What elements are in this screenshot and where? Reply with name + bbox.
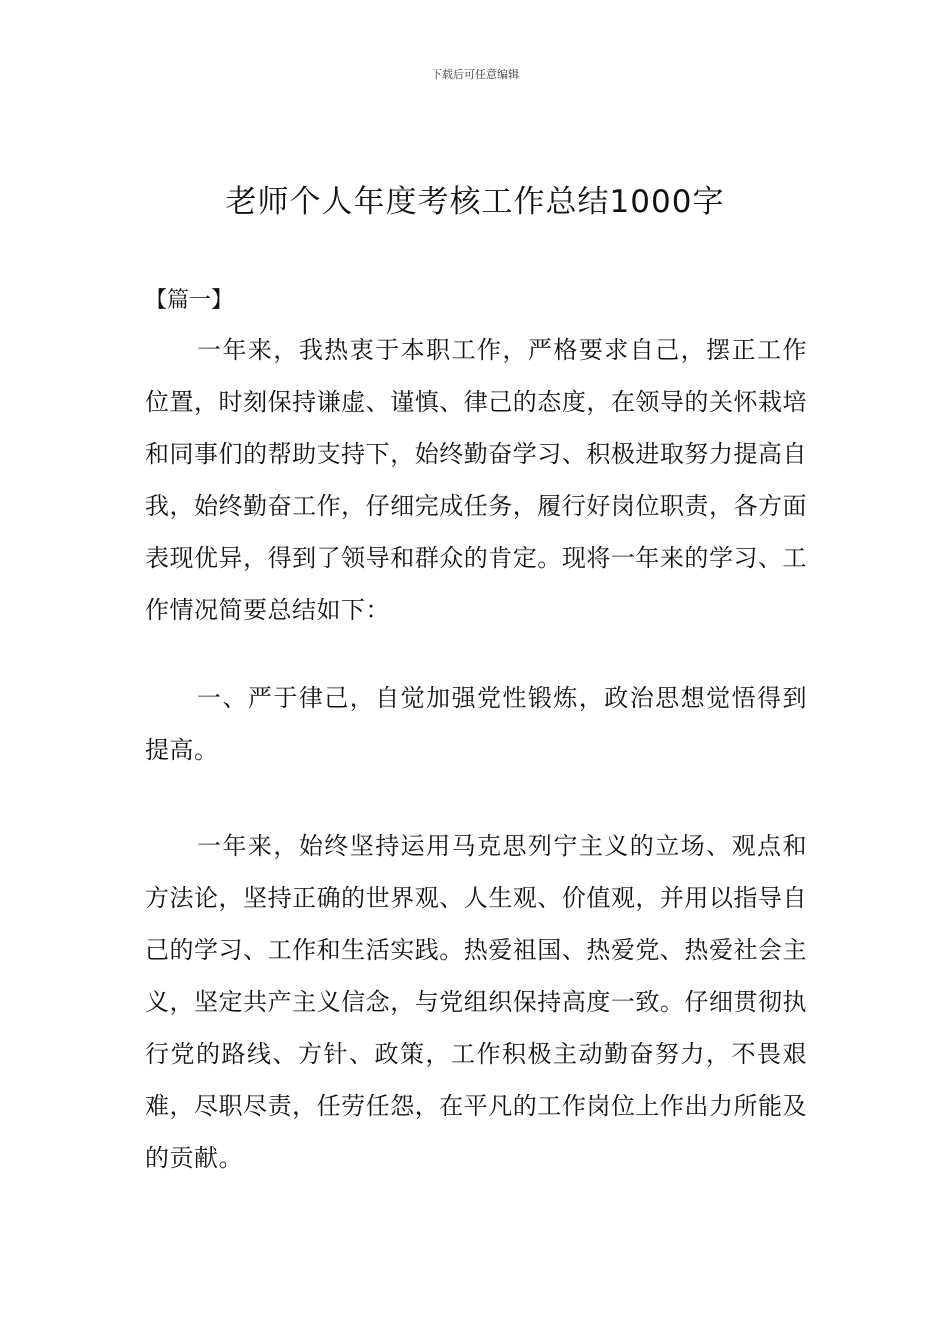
paragraph-heading-one: 一、严于律己，自觉加强党性锻炼，政治思想觉悟得到提高。 [145,684,807,764]
section-label: 【篇一】 [145,288,234,313]
paragraph-political: 一年来，始终坚持运用马克思列宁主义的立场、观点和方法论，坚持正确的世界观、人生观、价值观，并用以指导自己的学习、工作和生活实践。热爱祖国、热爱党、热爱社会主义，坚定共产主义信念，与党组织保持高度一致。仔细贯彻执行党的路线、方针、政策，工作积极主动勤奋努力，不畏艰难，尽职尽责，任劳任怨，在平凡的工作岗位上作出力所能及的贡献。 [145,832,807,1172]
header-note: 下载后可任意编辑 [431,68,519,81]
paragraph-intro: 一年来，我热衷于本职工作，严格要求自己，摆正工作位置，时刻保持谦虚、谨慎、律己的态度，在领导的关怀栽培和同事们的帮助支持下，始终勤奋学习、积极进取努力提高自我，始终勤奋工作，仔细完成任务，履行好岗位职责，各方面表现优异，得到了领导和群众的肯定。现将一年来的学习、工作情况简要总结如下： [145,336,807,624]
document-title: 老师个人年度考核工作总结1000字 [225,184,725,220]
